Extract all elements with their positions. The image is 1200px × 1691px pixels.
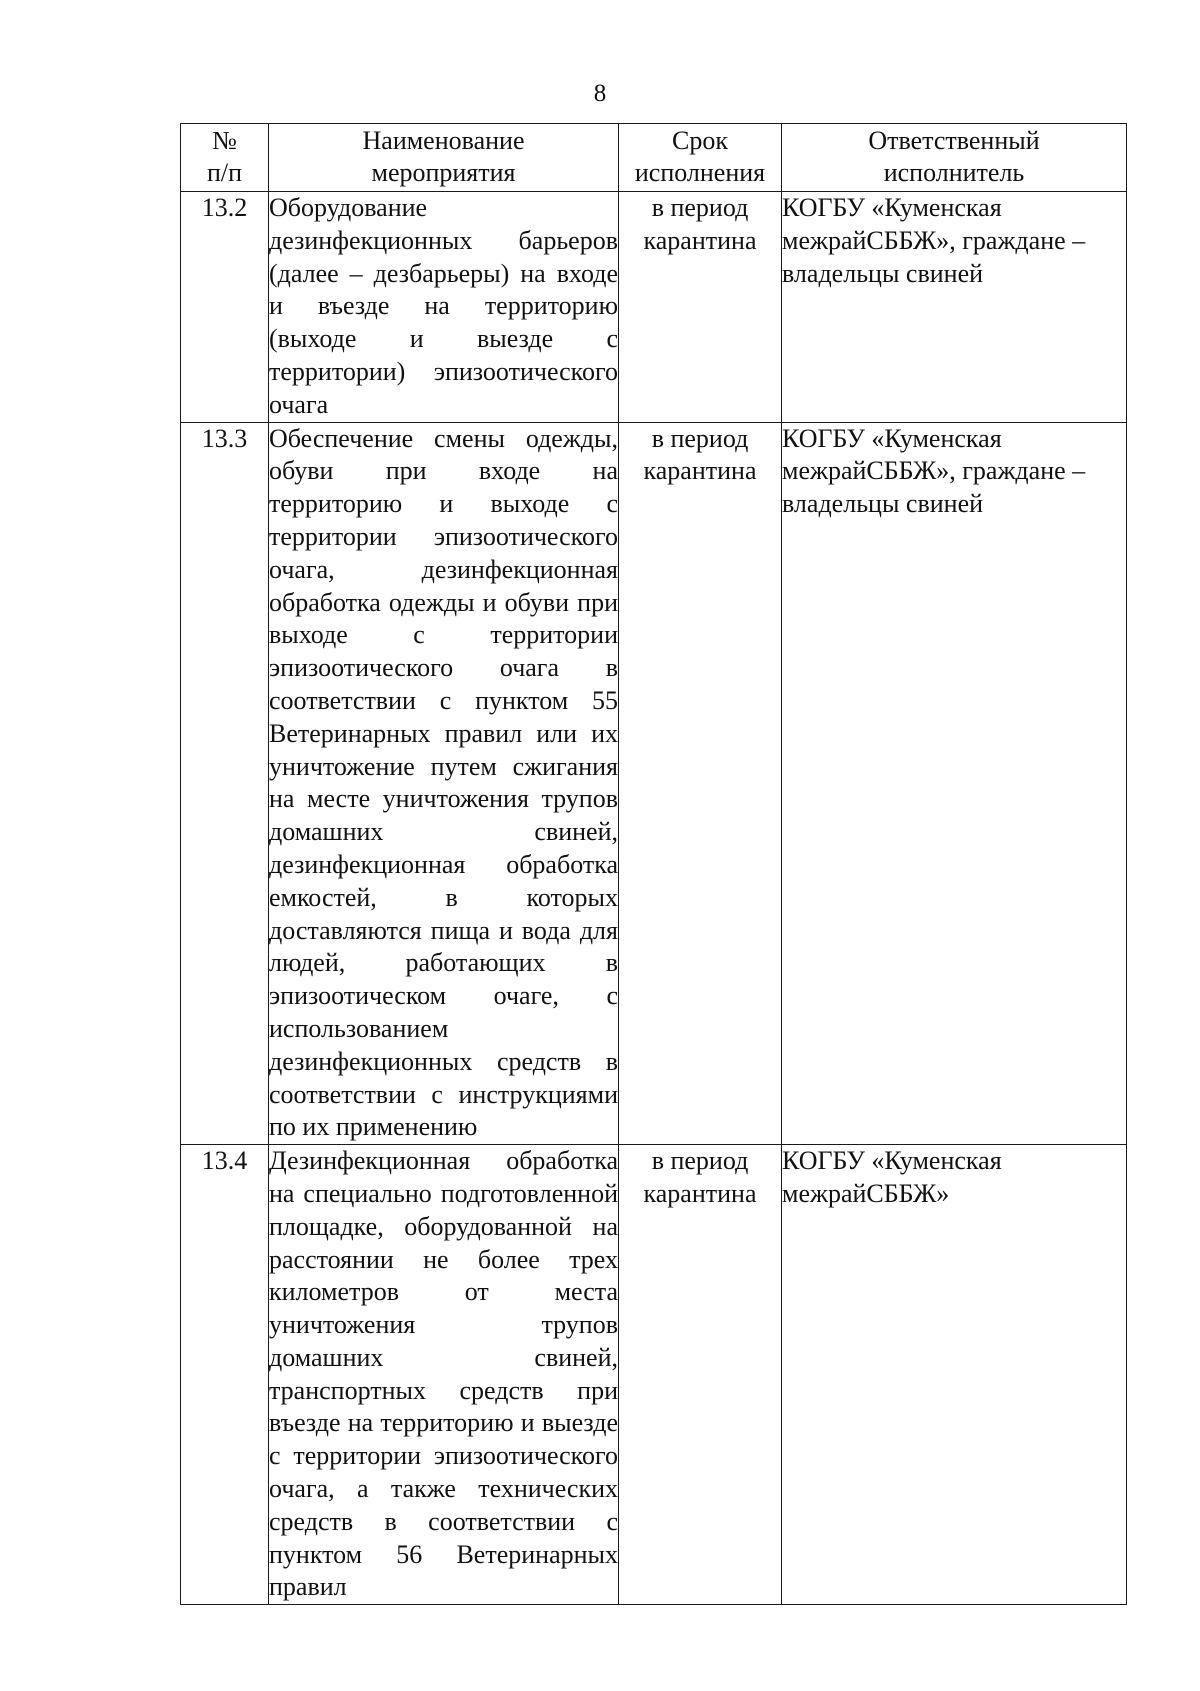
header-name-text: Наименование мероприятия — [362, 126, 525, 187]
term-text: в период карантина — [643, 1146, 757, 1208]
header-term-text: Срок исполнения — [634, 126, 766, 187]
table-row — [181, 1145, 1127, 1605]
measure-name-cell — [269, 192, 619, 423]
responsible-cell — [782, 1145, 1127, 1605]
row-number-cell — [181, 1145, 269, 1605]
row-number: 13.3 — [201, 423, 248, 453]
row-number: 13.4 — [201, 1146, 248, 1176]
page-number: 8 — [593, 80, 607, 107]
table-header — [181, 124, 1127, 192]
term-text: в период карантина — [643, 193, 757, 255]
header-responsible — [782, 124, 1127, 192]
term-text: в период карантина — [643, 423, 757, 486]
header-name — [269, 124, 619, 192]
measure-name: Дезинфекционная обработка на специально подготовленной площадке, оборудованной на расстоянии не более трех километров от места уничтожения трупов домашних свиней, транспортных средств при въезде на территорию и выезде с территории эпизоотического очага, а также технических средств в соответствии с пунктом 56 Ветеринарных правил — [269, 1146, 618, 1602]
row-number-cell — [181, 192, 269, 423]
header-term — [619, 124, 782, 192]
table-row — [181, 422, 1127, 1145]
header-row — [181, 124, 1127, 192]
header-number — [181, 124, 269, 192]
term-cell — [619, 1145, 782, 1605]
responsible-text: КОГБУ «Куменская межрайСББЖ», граждане – владельцы свиней — [782, 193, 1086, 288]
measure-name-cell — [269, 422, 619, 1145]
term-cell — [619, 422, 782, 1145]
measure-name: Оборудование дезинфекционных барьеров (далее – дезбарьеры) на входе и въезде на территорию (выходе и выезде с территории) эпизоотического очага — [269, 193, 618, 419]
responsible-cell — [782, 422, 1127, 1145]
row-number: 13.2 — [201, 193, 248, 222]
header-number-text: № п/п — [206, 126, 243, 187]
responsible-cell — [782, 192, 1127, 423]
measure-name: Обеспечение смены одежды, обуви при входе на территорию и выходе с территории эпизоотического очага, дезинфекционная обработка одежды и обуви при выходе с территории эпизоотического очага в соответствии с пунктом 55 Ветеринарных правил или их уничтожение путем сжигания на месте уничтожения трупов домашних свиней, дезинфекционная обработка емкостей, в которых доставляются пища и вода для людей, работающих в эпизоотическом очаге, с использованием дезинфекционных средств в соответствии с инструкциями по их применению — [269, 423, 618, 1142]
measures-table — [180, 123, 1127, 1605]
header-responsible-text: Ответственный исполнитель — [868, 126, 1040, 187]
term-cell — [619, 192, 782, 423]
table-row — [181, 192, 1127, 423]
responsible-text: КОГБУ «Куменская межрайСББЖ», граждане – владельцы свиней — [782, 423, 1086, 519]
responsible-text: КОГБУ «Куменская межрайСББЖ» — [782, 1146, 1002, 1208]
row-number-cell — [181, 422, 269, 1145]
measure-name-cell — [269, 1145, 619, 1605]
table-body — [181, 192, 1127, 1605]
